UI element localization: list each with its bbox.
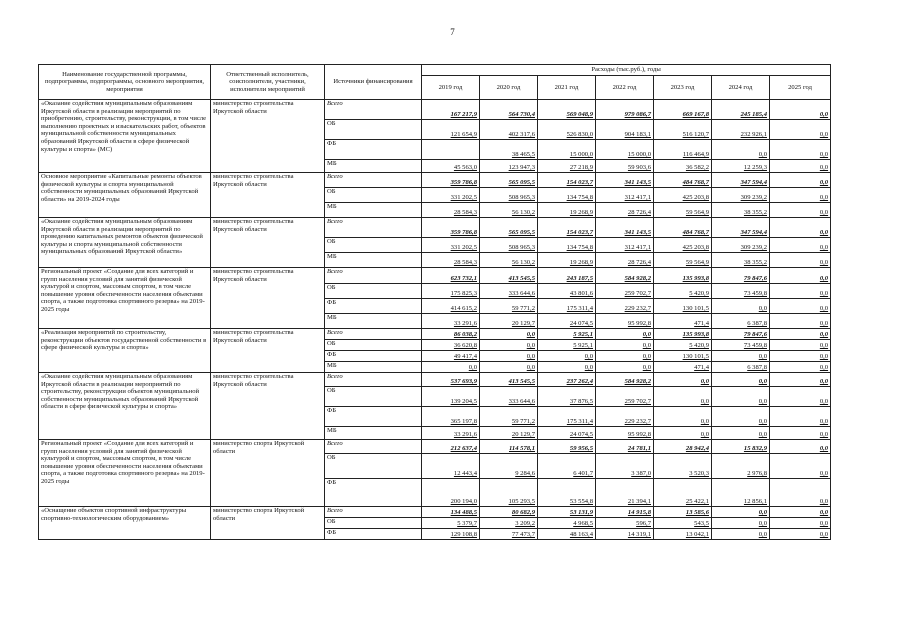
amount-cell: 359 786,8 [422, 173, 480, 188]
amount-cell: 59 771,2 [480, 407, 538, 427]
amount-cell: 309 239,2 [712, 188, 770, 203]
funding-source-cell: ФБ [325, 351, 422, 362]
amount-cell: 0,0 [770, 314, 831, 329]
amount-cell: 56 130,2 [480, 253, 538, 268]
amount-cell: 56 130,2 [480, 203, 538, 218]
amount-cell: 0,0 [596, 329, 654, 340]
amount-cell: 134 488,5 [422, 507, 480, 518]
amount-cell: 0,0 [770, 284, 831, 299]
amount-cell: 27 218,9 [538, 160, 596, 173]
amount-cell: 134 754,8 [538, 188, 596, 203]
amount-cell: 471,4 [654, 314, 712, 329]
amount-cell: 28 584,3 [422, 253, 480, 268]
funding-source-cell: ФБ [325, 140, 422, 160]
amount-cell: 0,0 [712, 518, 770, 529]
amount-cell: 347 594,4 [712, 173, 770, 188]
amount-cell: 79 847,6 [712, 329, 770, 340]
amount-cell: 5 925,1 [538, 340, 596, 351]
amount-cell: 0,0 [480, 362, 538, 373]
amount-cell: 0,0 [770, 518, 831, 529]
amount-cell: 0,0 [770, 340, 831, 351]
amount-cell: 28 726,4 [596, 253, 654, 268]
funding-source-cell: ОБ [325, 518, 422, 529]
table-row [39, 507, 831, 518]
amount-cell: 0,0 [654, 427, 712, 440]
amount-cell: 0,0 [770, 173, 831, 188]
amount-cell: 341 143,5 [596, 173, 654, 188]
funding-source-cell: ОБ [325, 387, 422, 407]
amount-cell: 565 095,5 [480, 173, 538, 188]
funding-source-cell: ОБ [325, 340, 422, 351]
amount-cell: 175 311,4 [538, 299, 596, 314]
amount-cell: 80 682,9 [480, 507, 538, 518]
amount-cell [422, 140, 480, 160]
amount-cell: 212 637,4 [422, 440, 480, 454]
amount-cell: 43 801,6 [538, 284, 596, 299]
amount-cell: 28 726,4 [596, 203, 654, 218]
funding-source-cell: МБ [325, 253, 422, 268]
amount-cell: 36 582,2 [654, 160, 712, 173]
amount-cell: 237 262,4 [538, 373, 596, 387]
amount-cell: 0,0 [770, 507, 831, 518]
amount-cell: 3 209,2 [480, 518, 538, 529]
amount-cell: 139 204,5 [422, 387, 480, 407]
funding-source-cell: ОБ [325, 238, 422, 253]
budget-table [38, 64, 831, 540]
amount-cell: 425 203,8 [654, 238, 712, 253]
amount-cell: 5 379,7 [422, 518, 480, 529]
amount-cell: 59 771,2 [480, 299, 538, 314]
amount-cell: 59 903,6 [596, 160, 654, 173]
funding-source-cell: МБ [325, 314, 422, 329]
funding-source-cell: ОБ [325, 188, 422, 203]
amount-cell: 359 786,8 [422, 218, 480, 238]
amount-cell: 114 578,1 [480, 440, 538, 454]
amount-cell: 28 584,3 [422, 203, 480, 218]
amount-cell: 28 942,4 [654, 440, 712, 454]
amount-cell: 0,0 [770, 268, 831, 284]
table-row [39, 373, 831, 387]
amount-cell: 0,0 [538, 351, 596, 362]
amount-cell: 0,0 [712, 351, 770, 362]
amount-cell: 9 284,6 [480, 454, 538, 479]
amount-cell: 341 143,5 [596, 218, 654, 238]
amount-cell: 135 993,8 [654, 329, 712, 340]
amount-cell: 904 183,1 [596, 120, 654, 140]
amount-cell: 414 615,2 [422, 299, 480, 314]
amount-cell: 36 620,8 [422, 340, 480, 351]
amount-cell: 584 928,2 [596, 373, 654, 387]
funding-source-cell: ОБ [325, 120, 422, 140]
amount-cell: 413 545,5 [480, 373, 538, 387]
header-executor: Ответственный исполнитель, соисполнители, участники, исполнители мероприятий [211, 65, 325, 100]
amount-cell: 0,0 [654, 387, 712, 407]
amount-cell: 25 422,1 [654, 479, 712, 507]
executor-cell: министерство спорта Иркутской области [211, 507, 325, 540]
executor-cell: министерство строительства Иркутской области [211, 268, 325, 329]
amount-cell: 38 355,2 [712, 203, 770, 218]
amount-cell: 0,0 [770, 120, 831, 140]
amount-cell: 38 355,2 [712, 253, 770, 268]
amount-cell: 175 311,4 [538, 407, 596, 427]
amount-cell: 53 131,9 [538, 507, 596, 518]
amount-cell: 0,0 [712, 299, 770, 314]
amount-cell: 259 702,7 [596, 284, 654, 299]
funding-source-cell: Всего [325, 440, 422, 454]
amount-cell: 0,0 [770, 299, 831, 314]
header-year: 2024 год [712, 76, 770, 100]
executor-cell: министерство строительства Иркутской области [211, 329, 325, 373]
amount-cell: 15 000,0 [596, 140, 654, 160]
amount-cell: 19 268,9 [538, 253, 596, 268]
amount-cell: 365 197,8 [422, 407, 480, 427]
program-name-cell: Основное мероприятие «Капитальные ремонты объектов физической культуры и спорта муниципальной собственности муниципальных образований Иркутской области» на 2019-2024 годы [39, 173, 211, 218]
amount-cell: 154 023,7 [538, 218, 596, 238]
amount-cell: 59 564,9 [654, 253, 712, 268]
amount-cell: 134 754,8 [538, 238, 596, 253]
amount-cell: 121 654,9 [422, 120, 480, 140]
amount-cell: 15 832,9 [712, 440, 770, 454]
amount-cell: 24 074,5 [538, 314, 596, 329]
funding-source-cell: МБ [325, 160, 422, 173]
program-name-cell: «Оснащение объектов спортивной инфраструктуры спортивно-технологическим оборудованием» [39, 507, 211, 540]
amount-cell: 347 594,4 [712, 218, 770, 238]
amount-cell: 123 947,3 [480, 160, 538, 173]
amount-cell: 6 387,8 [712, 362, 770, 373]
amount-cell: 569 048,9 [538, 100, 596, 120]
amount-cell: 516 120,7 [654, 120, 712, 140]
funding-source-cell: ФБ [325, 299, 422, 314]
header-year: 2023 год [654, 76, 712, 100]
table-row [39, 100, 831, 120]
program-name-cell: «Оказание содействия муниципальным образованиям Иркутской области в реализации мероприятий по строительству, реконструкции объектов муниципальной собственности муниципальных образований Иркутской области в сфере физической культуры и спорта» [39, 373, 211, 440]
amount-cell: 312 417,1 [596, 188, 654, 203]
amount-cell: 0,0 [596, 340, 654, 351]
amount-cell: 37 876,5 [538, 387, 596, 407]
funding-source-cell: Всего [325, 173, 422, 188]
header-year: 2019 год [422, 76, 480, 100]
funding-source-cell: ОБ [325, 284, 422, 299]
amount-cell: 24 074,5 [538, 427, 596, 440]
amount-cell: 331 202,5 [422, 188, 480, 203]
header-year: 2022 год [596, 76, 654, 100]
amount-cell: 3 387,0 [596, 454, 654, 479]
amount-cell: 0,0 [654, 373, 712, 387]
amount-cell: 130 101,5 [654, 299, 712, 314]
amount-cell: 0,0 [770, 387, 831, 407]
header-year: 2025 год [770, 76, 831, 100]
amount-cell: 4 968,5 [538, 518, 596, 529]
amount-cell: 0,0 [770, 140, 831, 160]
amount-cell: 175 825,3 [422, 284, 480, 299]
header-expenses: Расходы (тыс.руб.), годы [422, 65, 831, 76]
amount-cell: 12 259,3 [712, 160, 770, 173]
amount-cell: 312 417,1 [596, 238, 654, 253]
amount-cell: 154 023,7 [538, 173, 596, 188]
funding-source-cell: МБ [325, 203, 422, 218]
amount-cell: 484 768,7 [654, 173, 712, 188]
amount-cell: 0,0 [480, 329, 538, 340]
amount-cell: 0,0 [712, 373, 770, 387]
amount-cell: 12 443,4 [422, 454, 480, 479]
amount-cell: 20 129,7 [480, 314, 538, 329]
amount-cell: 0,0 [770, 427, 831, 440]
amount-cell: 129 108,8 [422, 529, 480, 540]
amount-cell: 0,0 [770, 160, 831, 173]
amount-cell: 59 564,9 [654, 203, 712, 218]
funding-source-cell: ОБ [325, 454, 422, 479]
executor-cell: министерство строительства Иркутской области [211, 373, 325, 440]
funding-source-cell: МБ [325, 427, 422, 440]
amount-cell: 0,0 [770, 253, 831, 268]
amount-cell: 73 459,8 [712, 284, 770, 299]
executor-cell: министерство строительства Иркутской области [211, 218, 325, 268]
amount-cell: 0,0 [770, 329, 831, 340]
amount-cell: 0,0 [480, 351, 538, 362]
amount-cell: 245 185,4 [712, 100, 770, 120]
amount-cell: 526 830,0 [538, 120, 596, 140]
amount-cell: 13 585,6 [654, 507, 712, 518]
amount-cell: 0,0 [712, 140, 770, 160]
amount-cell: 0,0 [654, 407, 712, 427]
executor-cell: министерство спорта Иркутской области [211, 440, 325, 507]
amount-cell: 86 038,2 [422, 329, 480, 340]
amount-cell: 0,0 [770, 454, 831, 479]
amount-cell: 0,0 [770, 351, 831, 362]
funding-source-cell: Всего [325, 507, 422, 518]
amount-cell: 6 387,8 [712, 314, 770, 329]
amount-cell: 3 520,3 [654, 454, 712, 479]
amount-cell: 0,0 [770, 407, 831, 427]
program-name-cell: Региональный проект «Создание для всех категорий и групп населения условий для занятий физической культурой и спортом, массовым спортом, в том числе повышение уровня обеспеченности населения объектами спорта, а также подготовка спортивного резерва» на 2019-2025 годы [39, 268, 211, 329]
funding-source-cell: ФБ [325, 479, 422, 507]
amount-cell: 21 394,1 [596, 479, 654, 507]
amount-cell: 0,0 [770, 529, 831, 540]
header-source: Источники финансирования [325, 65, 422, 100]
table-row [39, 268, 831, 284]
executor-cell: министерство строительства Иркутской области [211, 173, 325, 218]
amount-cell: 0,0 [770, 100, 831, 120]
executor-cell: министерство строительства Иркутской области [211, 100, 325, 173]
amount-cell: 0,0 [770, 373, 831, 387]
amount-cell: 5 420,9 [654, 340, 712, 351]
header-year: 2020 год [480, 76, 538, 100]
amount-cell: 20 129,7 [480, 427, 538, 440]
amount-cell: 6 401,7 [538, 454, 596, 479]
amount-cell: 0,0 [712, 387, 770, 407]
amount-cell: 2 976,8 [712, 454, 770, 479]
amount-cell: 0,0 [770, 203, 831, 218]
amount-cell: 12 856,1 [712, 479, 770, 507]
funding-source-cell: ФБ [325, 529, 422, 540]
amount-cell: 259 702,7 [596, 387, 654, 407]
amount-cell: 19 268,9 [538, 203, 596, 218]
amount-cell: 33 291,6 [422, 427, 480, 440]
header-year: 2021 год [538, 76, 596, 100]
amount-cell: 413 545,5 [480, 268, 538, 284]
amount-cell: 537 693,9 [422, 373, 480, 387]
amount-cell: 13 042,1 [654, 529, 712, 540]
amount-cell: 596,7 [596, 518, 654, 529]
amount-cell: 584 928,2 [596, 268, 654, 284]
amount-cell: 0,0 [712, 427, 770, 440]
amount-cell: 105 293,5 [480, 479, 538, 507]
amount-cell: 0,0 [480, 340, 538, 351]
amount-cell: 49 417,4 [422, 351, 480, 362]
funding-source-cell: Всего [325, 373, 422, 387]
amount-cell: 48 163,4 [538, 529, 596, 540]
amount-cell: 33 291,6 [422, 314, 480, 329]
amount-cell: 0,0 [712, 407, 770, 427]
amount-cell: 0,0 [538, 362, 596, 373]
amount-cell: 0,0 [770, 362, 831, 373]
funding-source-cell: МБ [325, 362, 422, 373]
amount-cell: 333 644,6 [480, 387, 538, 407]
amount-cell: 229 232,7 [596, 299, 654, 314]
amount-cell: 14 319,1 [596, 529, 654, 540]
amount-cell: 0,0 [712, 529, 770, 540]
amount-cell: 73 459,8 [712, 340, 770, 351]
program-name-cell: «Оказание содействия муниципальным образованиям Иркутской области в реализации мероприятий по приобретению, строительству, реконструкции, в том числе выполнению проектных и изыскательских работ, объектов муниципальной собственности муниципальных образований Иркутской области в сфере физической культуры и спорта» (МС) [39, 100, 211, 173]
amount-cell: 484 768,7 [654, 218, 712, 238]
table-row [39, 440, 831, 454]
amount-cell: 14 915,8 [596, 507, 654, 518]
amount-cell: 669 167,8 [654, 100, 712, 120]
amount-cell: 229 232,7 [596, 407, 654, 427]
amount-cell: 77 473,7 [480, 529, 538, 540]
amount-cell: 565 095,5 [480, 218, 538, 238]
amount-cell: 24 781,1 [596, 440, 654, 454]
amount-cell: 59 956,5 [538, 440, 596, 454]
amount-cell: 116 464,9 [654, 140, 712, 160]
amount-cell: 0,0 [770, 188, 831, 203]
amount-cell: 15 000,0 [538, 140, 596, 160]
table-body [39, 100, 831, 540]
amount-cell: 623 732,1 [422, 268, 480, 284]
amount-cell: 0,0 [596, 351, 654, 362]
amount-cell: 5 925,1 [538, 329, 596, 340]
amount-cell: 53 554,8 [538, 479, 596, 507]
program-name-cell: Региональный проект «Создание для всех категорий и групп населения условий для занятий физической культурой и спортом, массовым спортом, в том числе повышение уровня обеспеченности населения объектами спорта, а также подготовка спортивного резерва» на 2019-2025 годы [39, 440, 211, 507]
table-row [39, 218, 831, 238]
amount-cell: 543,5 [654, 518, 712, 529]
header-name: Наименование государственной программы, подпрограммы, подпрограммы, основного мероприятия, мероприятия [39, 65, 211, 100]
amount-cell: 0,0 [770, 238, 831, 253]
program-name-cell: «Реализация мероприятий по строительству, реконструкции объектов государственной собственности в сфере физической культуры и спорта» [39, 329, 211, 373]
amount-cell: 402 317,6 [480, 120, 538, 140]
amount-cell: 167 217,9 [422, 100, 480, 120]
amount-cell: 425 203,8 [654, 188, 712, 203]
amount-cell: 200 194,0 [422, 479, 480, 507]
amount-cell: 130 101,5 [654, 351, 712, 362]
amount-cell: 135 993,8 [654, 268, 712, 284]
amount-cell: 0,0 [422, 362, 480, 373]
table-row [39, 173, 831, 188]
funding-source-cell: Всего [325, 218, 422, 238]
amount-cell: 309 239,2 [712, 238, 770, 253]
amount-cell: 508 965,3 [480, 238, 538, 253]
amount-cell: 0,0 [596, 362, 654, 373]
amount-cell: 333 644,6 [480, 284, 538, 299]
funding-source-cell: Всего [325, 268, 422, 284]
program-name-cell: «Оказание содействия муниципальным образованиям Иркутской области в реализации мероприятий по проведению капитальных ремонтов объектов физической культуры и спорта муниципальной собственности муниципальных образований Иркутской области» [39, 218, 211, 268]
amount-cell: 38 465,5 [480, 140, 538, 160]
amount-cell: 0,0 [770, 479, 831, 507]
page-number: 7 [450, 27, 455, 37]
amount-cell: 45 563,0 [422, 160, 480, 173]
amount-cell: 471,4 [654, 362, 712, 373]
table-row [39, 329, 831, 340]
amount-cell: 95 992,8 [596, 427, 654, 440]
amount-cell: 979 086,7 [596, 100, 654, 120]
amount-cell: 5 420,9 [654, 284, 712, 299]
funding-source-cell: ФБ [325, 407, 422, 427]
amount-cell: 243 187,5 [538, 268, 596, 284]
amount-cell: 79 847,6 [712, 268, 770, 284]
funding-source-cell: Всего [325, 100, 422, 120]
amount-cell: 232 926,1 [712, 120, 770, 140]
amount-cell: 508 965,3 [480, 188, 538, 203]
amount-cell: 95 992,8 [596, 314, 654, 329]
amount-cell: 331 202,5 [422, 238, 480, 253]
amount-cell: 564 730,4 [480, 100, 538, 120]
amount-cell: 0,0 [770, 440, 831, 454]
funding-source-cell: Всего [325, 329, 422, 340]
amount-cell: 0,0 [770, 218, 831, 238]
amount-cell: 0,0 [712, 507, 770, 518]
